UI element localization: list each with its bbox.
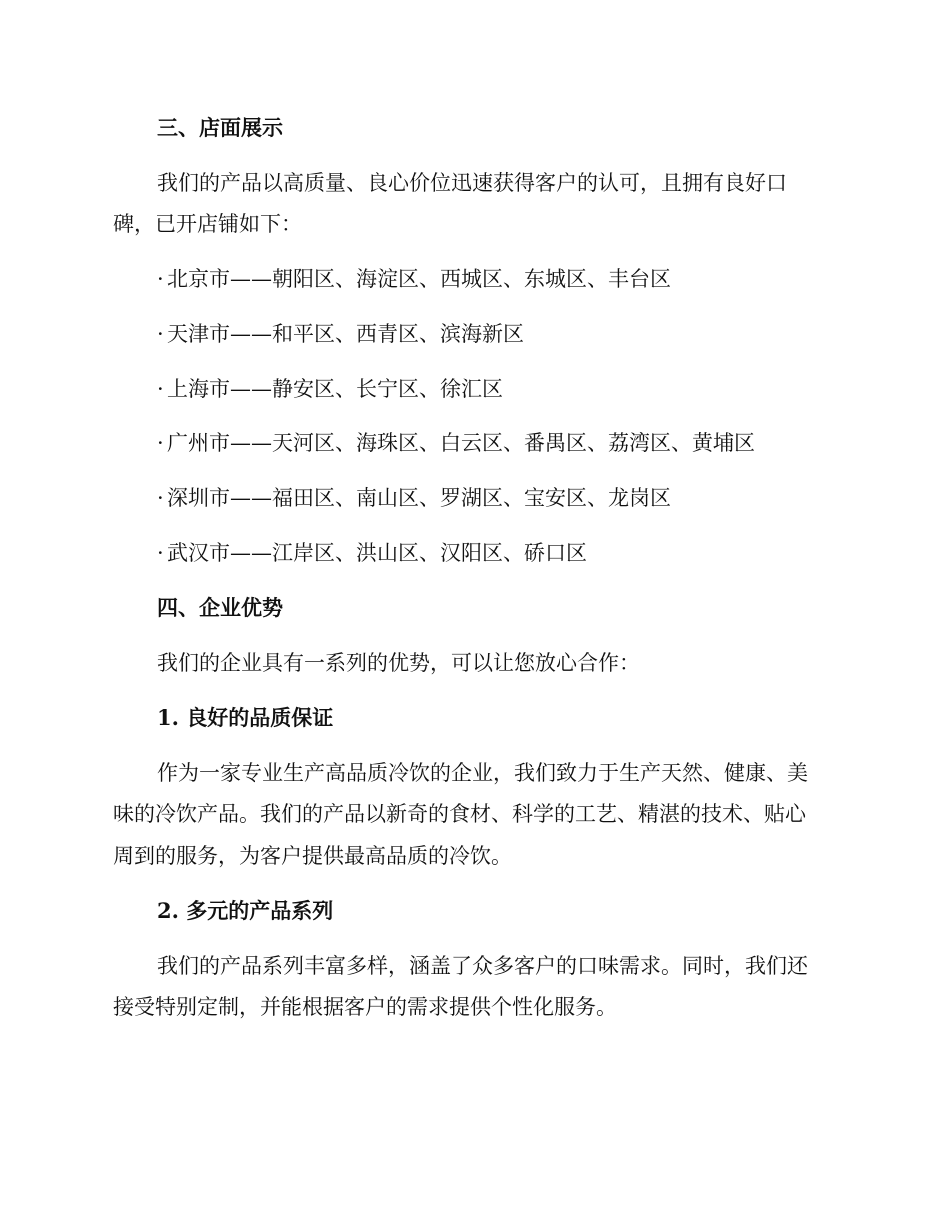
paragraph-line: 我们的产品以高质量、良心价位迅速获得客户的认可，且拥有良好口 <box>157 171 787 195</box>
bullet-icon: · <box>157 267 164 291</box>
paragraph-line: 接受特别定制，并能根据客户的需求提供个性化服务。 <box>113 995 617 1019</box>
list-item-shenzhen <box>157 484 877 512</box>
list-item-wuhan <box>157 539 877 567</box>
section-heading-advantages: 四、企业优势 <box>157 595 283 620</box>
bullet-icon: · <box>157 377 164 401</box>
list-item-text: 天津市——和平区、西青区、滨海新区 <box>167 322 524 346</box>
bullet-icon: · <box>157 541 164 565</box>
bullet-icon: · <box>157 486 164 510</box>
section-heading-store-display: 三、店面展示 <box>157 115 283 140</box>
paragraph-line: 味的冷饮产品。我们的产品以新奇的食材、科学的工艺、精湛的技术、贴心 <box>113 802 806 826</box>
list-item-shanghai <box>157 375 877 403</box>
paragraph-line: 我们的企业具有一系列的优势，可以让您放心合作： <box>157 651 640 675</box>
paragraph-line: 碑，已开店铺如下： <box>113 212 302 236</box>
list-item-guangzhou <box>157 429 877 457</box>
list-item-text: 深圳市——福田区、南山区、罗湖区、宝安区、龙岗区 <box>167 486 671 510</box>
list-item-text: 武汉市——江岸区、洪山区、汉阳区、硚口区 <box>167 541 587 565</box>
list-item-text: 广州市——天河区、海珠区、白云区、番禺区、荔湾区、黄埔区 <box>167 431 755 455</box>
list-item-text: 上海市——静安区、长宁区、徐汇区 <box>167 377 503 401</box>
paragraph-line: 我们的产品系列丰富多样，涵盖了众多客户的口味需求。同时，我们还 <box>157 954 808 978</box>
bullet-icon: · <box>157 431 164 455</box>
list-item-beijing <box>157 265 877 293</box>
subheading-quality: 1. 良好的品质保证 <box>157 705 334 730</box>
list-item-tianjin <box>157 320 877 348</box>
subheading-product-series: 2. 多元的产品系列 <box>157 898 334 923</box>
list-item-text: 北京市——朝阳区、海淀区、西城区、东城区、丰台区 <box>167 267 671 291</box>
paragraph-line: 作为一家专业生产高品质冷饮的企业，我们致力于生产天然、健康、美 <box>157 761 808 785</box>
bullet-icon: · <box>157 322 164 346</box>
paragraph-line: 周到的服务，为客户提供最高品质的冷饮。 <box>113 844 512 868</box>
